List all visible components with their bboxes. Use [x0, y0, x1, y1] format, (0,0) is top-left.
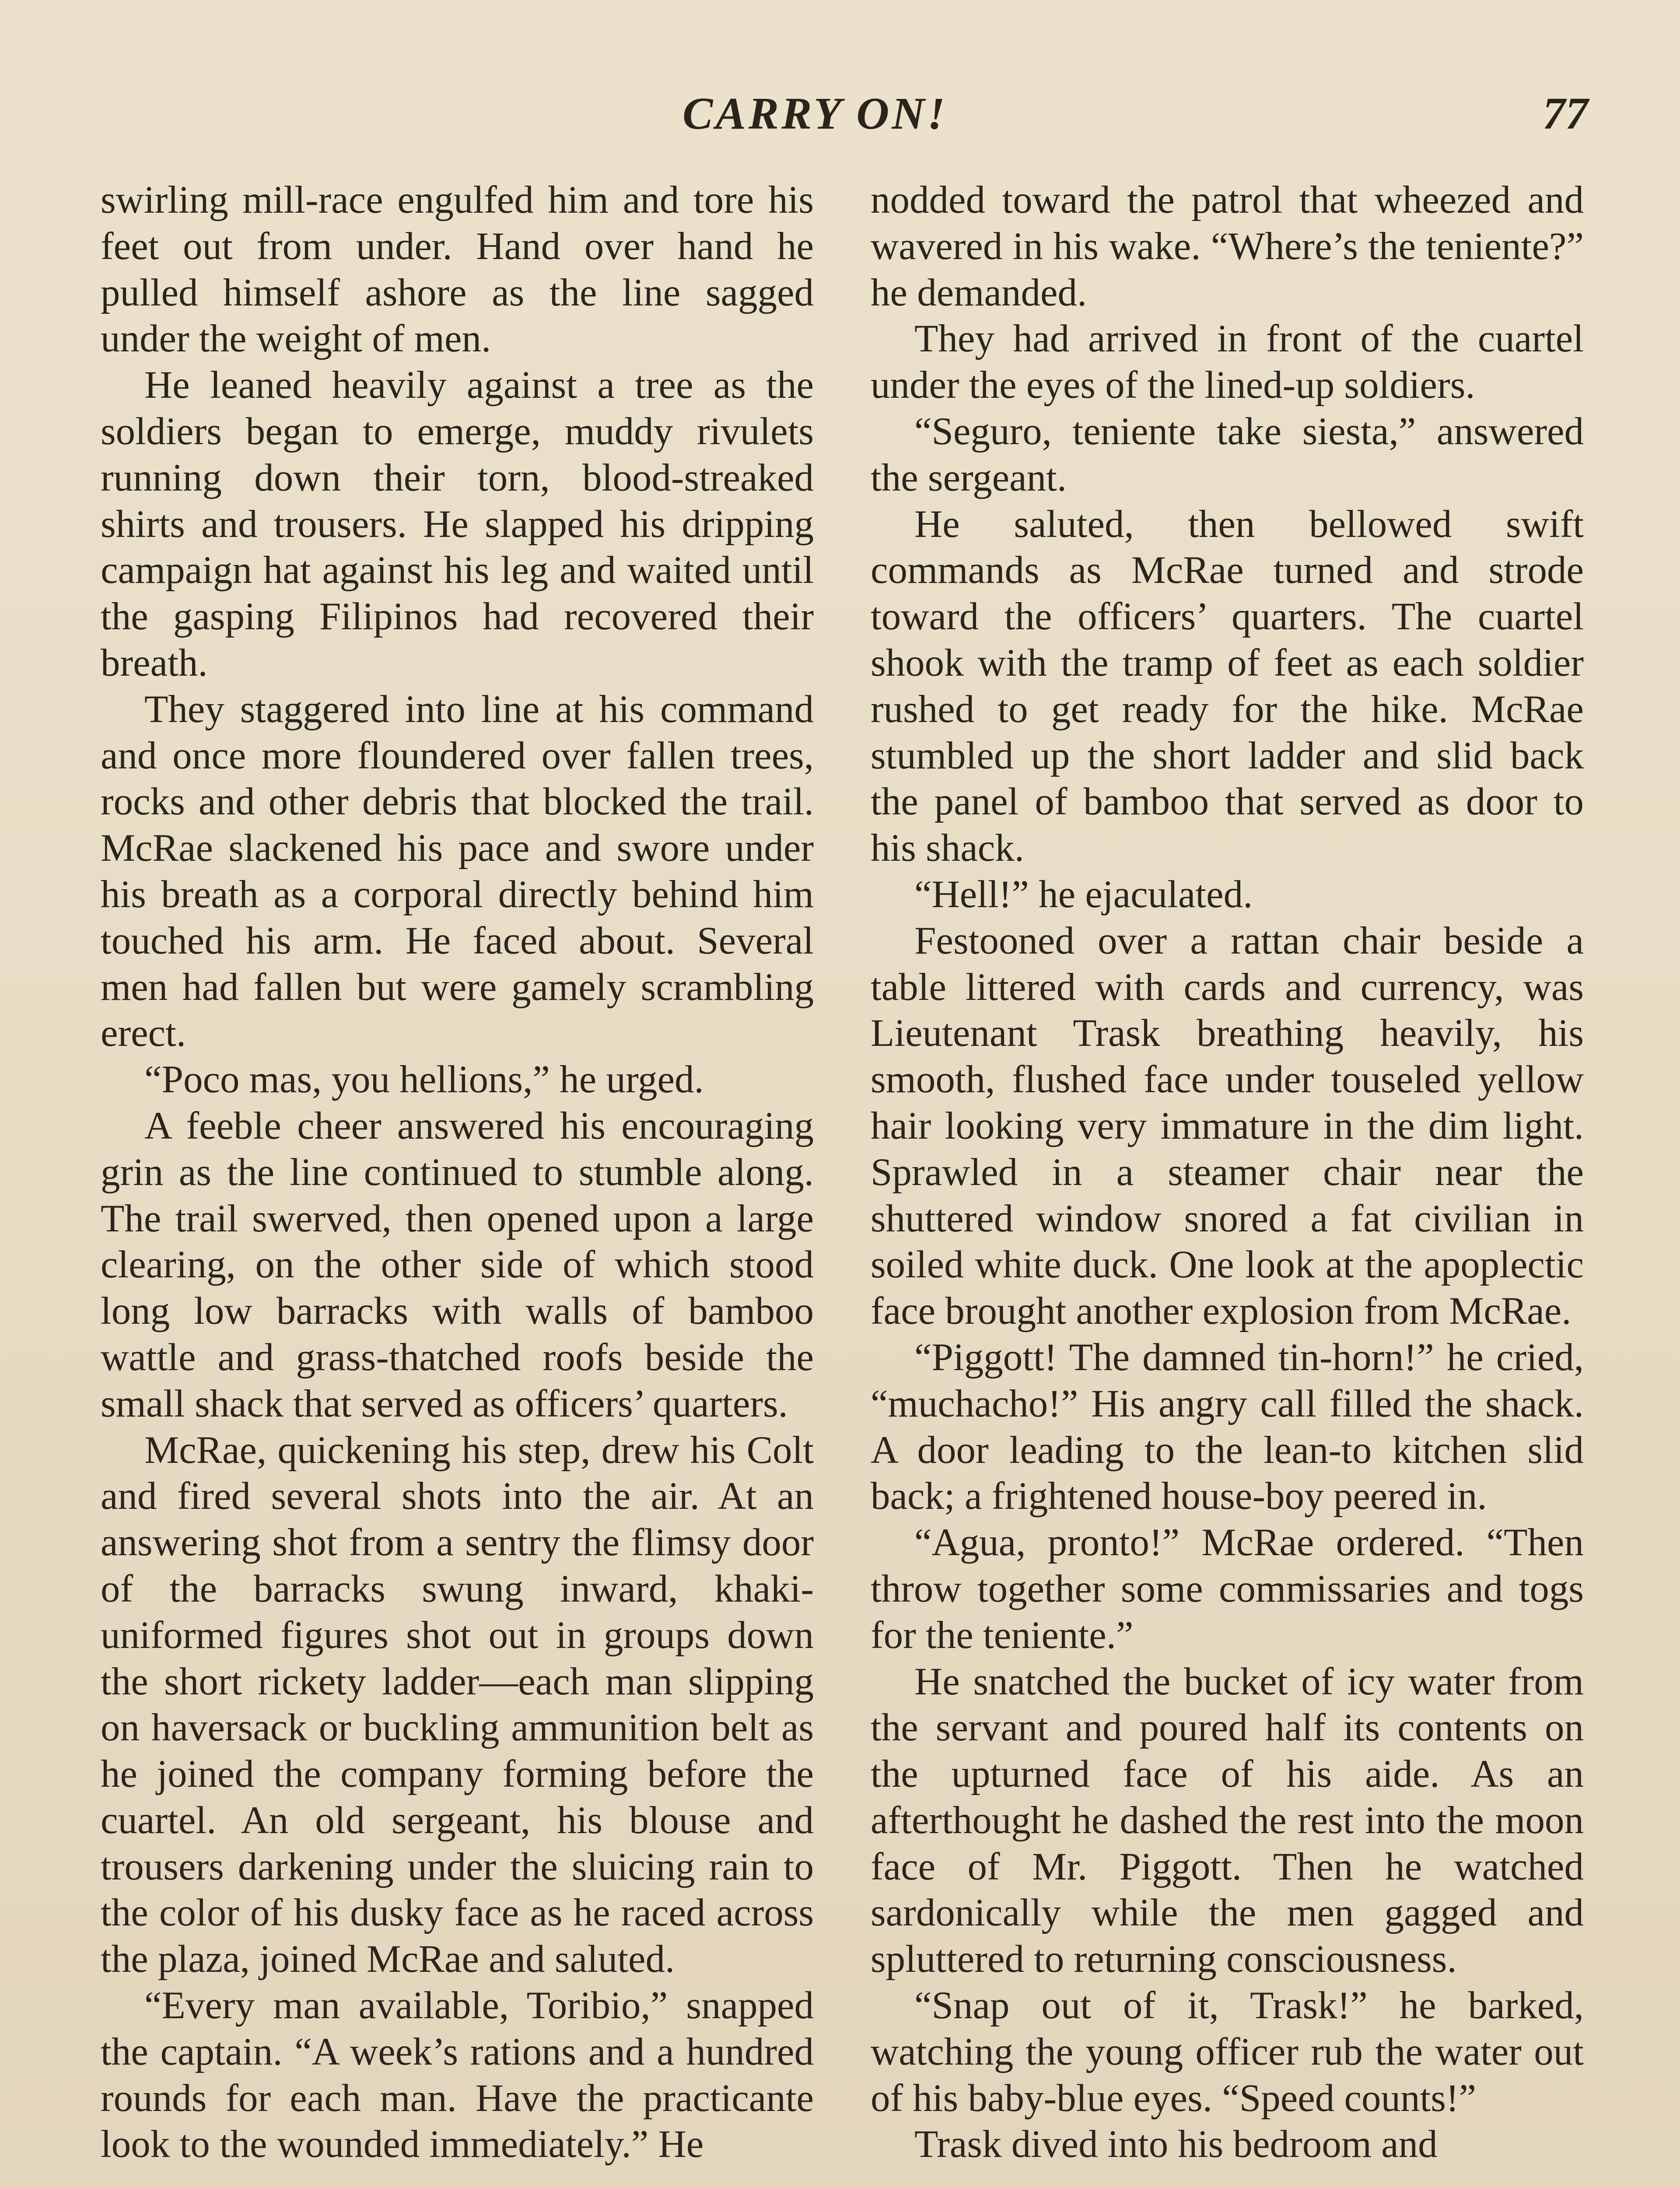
paragraph: “Piggott! The damned tin-horn!” he cried, “muchacho!” His angry call filled the shack. A door leading to the lean-to kitchen slid back; a frightened house-boy peered in.: [871, 1336, 1584, 1518]
right-column: [871, 177, 1584, 2188]
left-column: [101, 177, 814, 2188]
paragraph: They staggered into line at his command and once more floundered over fallen trees, rocks and other debris that blocked the trail. McRae slackened his pace and swore under his breath as a corporal directly behind him touched his arm. He faced about. Several men had fallen but were gamely scrambling erect.: [101, 687, 814, 1055]
paragraph: He leaned heavily against a tree as the soldiers began to emerge, muddy rivulets running down their torn, blood-streaked shirts and trousers. He slapped his dripping campaign hat against his leg and waited until the gasping Filipinos had recovered their breath.: [101, 364, 814, 684]
text-columns: [101, 177, 1584, 2188]
paragraph: Festooned over a rattan chair beside a table littered with cards and currency, was Lieutenant Trask breathing heavily, his smooth, flushed face under touseled yellow hair looking very immature in the dim light. Sprawled in a steamer chair near the shuttered window snored a fat civilian in soiled white duck. One look at the apoplectic face brought another explosion from McRae.: [871, 919, 1584, 1333]
paragraph: “Poco mas, you hellions,” he urged.: [144, 1058, 704, 1101]
page-header: [0, 74, 1680, 149]
paragraph: “Seguro, teniente take siesta,” answered the sergeant.: [871, 410, 1584, 499]
paragraph: swirling mill-race engulfed him and tore his feet out from under. Hand over hand he pulled himself ashore as the line sagged under the weight of men.: [101, 179, 814, 361]
paragraph: Trask dived into his bedroom and: [914, 2123, 1438, 2166]
paragraph: They had arrived in front of the cuartel under the eyes of the lined-up soldiers.: [871, 317, 1584, 407]
paragraph: McRae, quickening his step, drew his Colt and fired several shots into the air. At an answering shot from a sentry the flimsy door of the barracks swung inward, khaki-uniformed figures shot out in groups down the short rickety ladder—each man slipping on haversack or buckling ammunition belt as he joined the company forming before the cuartel. An old sergeant, his blouse and trousers darkening under the sluicing rain to the color of his dusky face as he raced across the plaza, joined McRae and saluted.: [101, 1428, 814, 1981]
paragraph: He saluted, then bellowed swift commands as McRae turned and strode toward the officers’ quarters. The cuartel shook with the tramp of feet as each soldier rushed to get ready for the hike. McRae stumbled up the short ladder and slid back the panel of bamboo that served as door to his shack.: [871, 502, 1584, 870]
paragraph: “Agua, pronto!” McRae ordered. “Then throw together some commissaries and togs for the teniente.”: [871, 1521, 1584, 1657]
paragraph: “Snap out of it, Trask!” he barked, watching the young officer rub the water out of his baby-blue eyes. “Speed counts!”: [871, 1984, 1584, 2120]
paragraph: “Every man available, Toribio,” snapped the captain. “A week’s rations and a hundred rounds for each man. Have the practicante look to the wounded immediately.” He: [101, 1984, 814, 2166]
page-number: 77: [1543, 88, 1588, 139]
paragraph: “Hell!” he ejaculated.: [914, 873, 1253, 916]
paragraph: A feeble cheer answered his encouraging grin as the line continued to stumble along. The trail swerved, then opened upon a large clearing, on the other side of which stood long low barracks with walls of bamboo wattle and grass-thatched roofs beside the small shack that served as officers’ quarters.: [101, 1104, 814, 1425]
paragraph: He snatched the bucket of icy water from the servant and poured half its contents on the upturned face of his aide. As an afterthought he dashed the rest into the moon face of Mr. Piggott. Then he watched sardonically while the men gagged and spluttered to returning consciousness.: [871, 1660, 1584, 1981]
paragraph: nodded toward the patrol that wheezed and wavered in his wake. “Where’s the teniente?” he demanded.: [871, 179, 1584, 314]
running-title: CARRY ON!: [682, 88, 948, 139]
